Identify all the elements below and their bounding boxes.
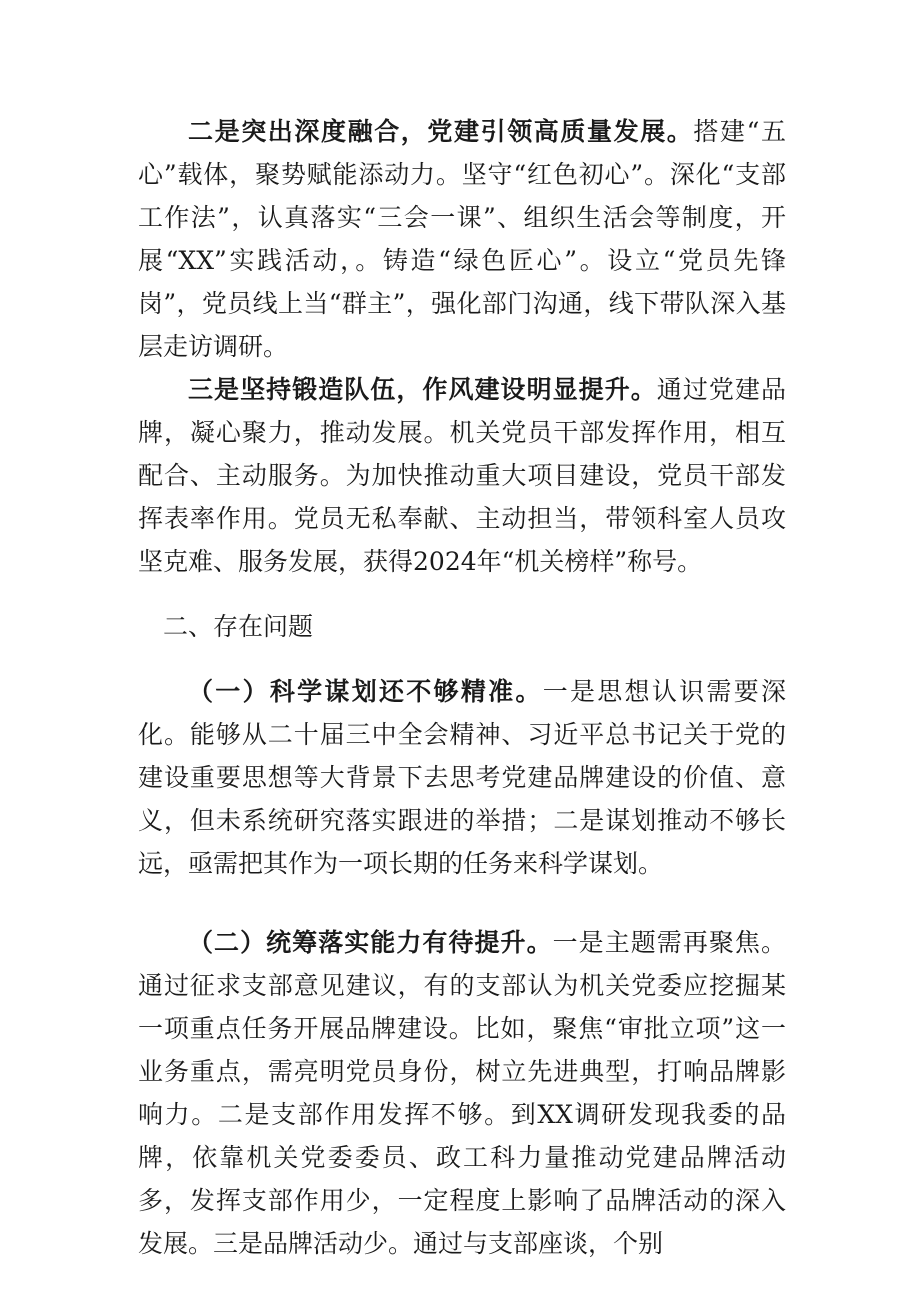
- issue-paragraph-planning: [138, 670, 786, 885]
- issue-paragraph-coordination: [138, 921, 786, 1265]
- issue-lead: （一）科学谋划还不够精准。: [188, 677, 543, 706]
- issue-body: 一是思想认识需要深化。能够从二十届三中全会精神、习近平总书记关于党的建设重要思想等大背景下去思考党建品牌建设的价值、意义，但未系统研究落实跟进的举措；二是谋划推动不够长远，亟需把其作为一项长期的任务来科学谋划。: [138, 677, 786, 878]
- paragraph-body: 搭建“五心”载体，聚势赋能添动力。坚守“红色初心”。深化“支部工作法”，认真落实“三会一课”、组织生活会等制度，开展“XX”实践活动，。铸造“绿色匠心”。设立“党员先锋岗”，党员线上当“群主”，强化部门沟通，线下带队深入基层走访调研。: [138, 117, 786, 361]
- paragraph-body: 通过党建品牌，凝心聚力，推动发展。机关党员干部发挥作用，相互配合、主动服务。为加快推动重大项目建设，党员干部发挥表率作用。党员无私奉献、主动担当，带领科室人员攻坚克难、服务发展，获得2024年“机关榜样”称号。: [138, 375, 786, 576]
- paragraph-deep-integration: [138, 110, 786, 368]
- paragraph-team-building: [138, 368, 786, 583]
- section-heading-problems: 二、存在问题: [163, 612, 314, 641]
- paragraph-lead: 二是突出深度融合，党建引领高质量发展。: [188, 117, 694, 146]
- issue-lead: （二）统筹落实能力有待提升。: [188, 928, 553, 957]
- paragraph-lead: 三是坚持锻造队伍，作风建设明显提升。: [188, 375, 657, 404]
- document-page: [138, 110, 786, 1265]
- issue-body: 一是主题需再聚焦。通过征求支部意见建议，有的支部认为机关党委应挖掘某一项重点任务开展品牌建设。比如，聚焦“审批立项”这一业务重点，需亮明党员身份，树立先进典型，打响品牌影响力。二是支部作用发挥不够。到XX调研发现我委的品牌，依靠机关党委委员、政工科力量推动党建品牌活动多，发挥支部作用少，一定程度上影响了品牌活动的深入发展。三是品牌活动少。通过与支部座谈，个别: [138, 928, 786, 1258]
